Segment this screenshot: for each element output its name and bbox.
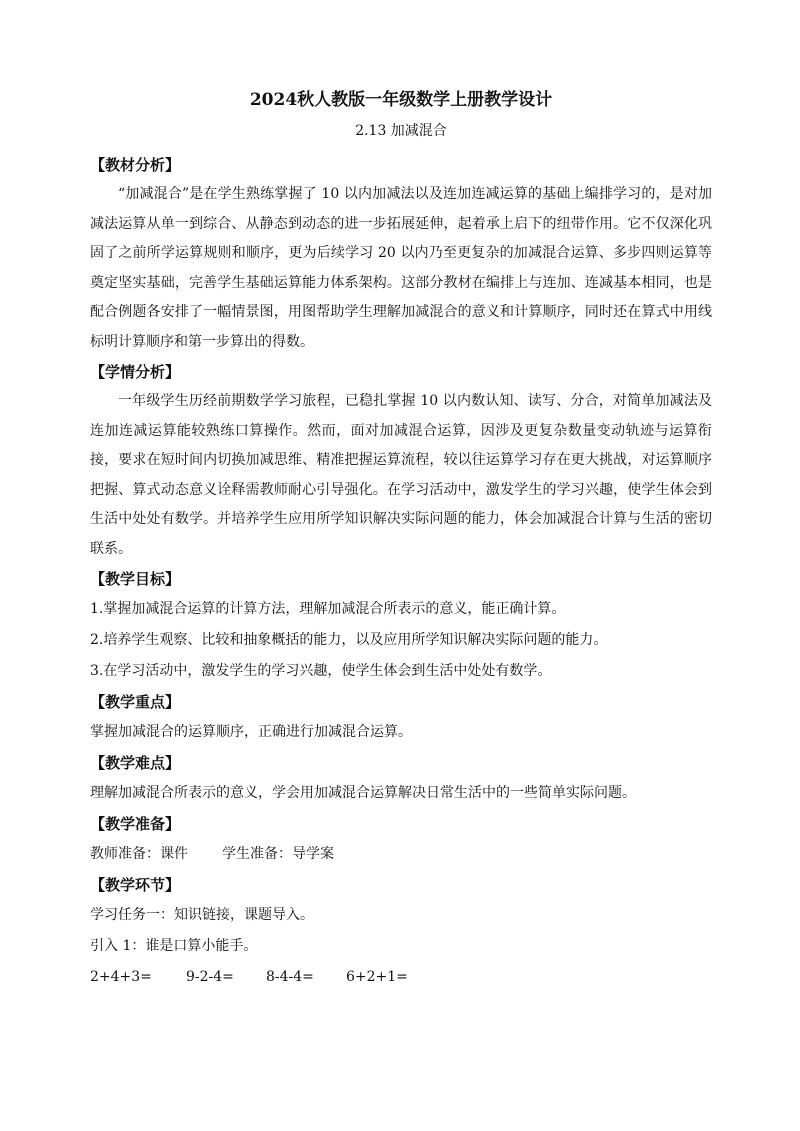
document-subtitle: 2.13 加减混合	[355, 123, 447, 139]
equation-row	[90, 962, 712, 993]
teaching-goal-item: 1.掌握加减混合运算的计算方法，理解加减混合所表示的意义，能正确计算。	[90, 601, 566, 617]
difficulties-section	[90, 748, 712, 809]
teaching-goals-section	[90, 564, 712, 687]
equation: 9-2-4=	[186, 969, 234, 985]
teacher-preparation: 教师准备：课件	[90, 846, 188, 862]
teaching-goal-item: 3.在学习活动中，激发学生的学习兴趣，使学生体会到生活中处处有数学。	[90, 663, 552, 679]
teaching-goals-heading: 【教学目标】	[90, 570, 181, 588]
student-analysis-section	[90, 357, 712, 564]
document-title: 2024秋人教版一年级数学上册教学设计	[249, 90, 553, 110]
learning-task: 学习任务一：知识链接，课题导入。	[90, 907, 314, 923]
key-points-heading: 【教学重点】	[90, 693, 181, 711]
preparation-section	[90, 809, 712, 870]
process-heading: 【教学环节】	[90, 876, 181, 894]
student-analysis-paragraph: 一年级学生历经前期数学学习旅程，已稳扎掌握 10 以内数认知、读写、分合，对简单加减法及连加连减运算能较熟练口算操作。然而，面对加减混合运算，因涉及更复杂数量变动轨迹与运算衔接，要求在短时间内切换加减思维、精准把握运算流程，较以往运算学习存在更大挑战，对运算顺序把握、算式动态意义诠释需教师耐心引导强化。在学习活动中，激发学生的学习兴趣，使学生体会到生活中处处有数学。并培养学生应用所学知识解决实际问题的能力，体会加减混合计算与生活的密切联系。	[90, 393, 712, 557]
difficulties-heading: 【教学难点】	[90, 754, 181, 772]
teaching-goal-item: 2.培养学生观察、比较和抽象概括的能力，以及应用所学知识解决实际问题的能力。	[90, 632, 608, 648]
key-points-section	[90, 687, 712, 748]
equation: 2+4+3=	[90, 969, 152, 985]
student-analysis-heading: 【学情分析】	[90, 363, 181, 381]
preparation-row	[90, 839, 712, 870]
intro-line: 引入 1：谁是口算小能手。	[90, 938, 258, 954]
student-preparation: 学生准备：导学案	[222, 846, 334, 862]
material-analysis-heading: 【教材分析】	[90, 156, 181, 174]
material-analysis-paragraph: “加减混合”是在学生熟练掌握了 10 以内加减法以及连加连减运算的基础上编排学习的，是对加减法运算从单一到综合、从静态到动态的进一步拓展延伸，起着承上启下的纽带作用。它不仅深化巩固了之前所学运算规则和顺序，更为后续学习 20 以内乃至更复杂的加减混合运算、多步四则运算等奠定坚实基础，完善学生基础运算能力体系架构。这部分教材在编排上与连加、连减基本相同，也是配合例题各安排了一幅情景图，用图帮助学生理解加减混合的意义和计算顺序，同时还在算式中用线标明计算顺序和第一步算出的得数。	[90, 186, 712, 350]
key-points-text: 掌握加减混合的运算顺序，正确进行加减混合运算。	[90, 724, 412, 740]
preparation-heading: 【教学准备】	[90, 815, 181, 833]
process-section	[90, 870, 712, 993]
difficulties-text: 理解加减混合所表示的意义，学会用加减混合运算解决日常生活中的一些简单实际问题。	[90, 785, 636, 801]
equation: 6+2+1=	[346, 969, 408, 985]
material-analysis-section	[90, 150, 712, 357]
equation: 8-4-4=	[266, 969, 314, 985]
